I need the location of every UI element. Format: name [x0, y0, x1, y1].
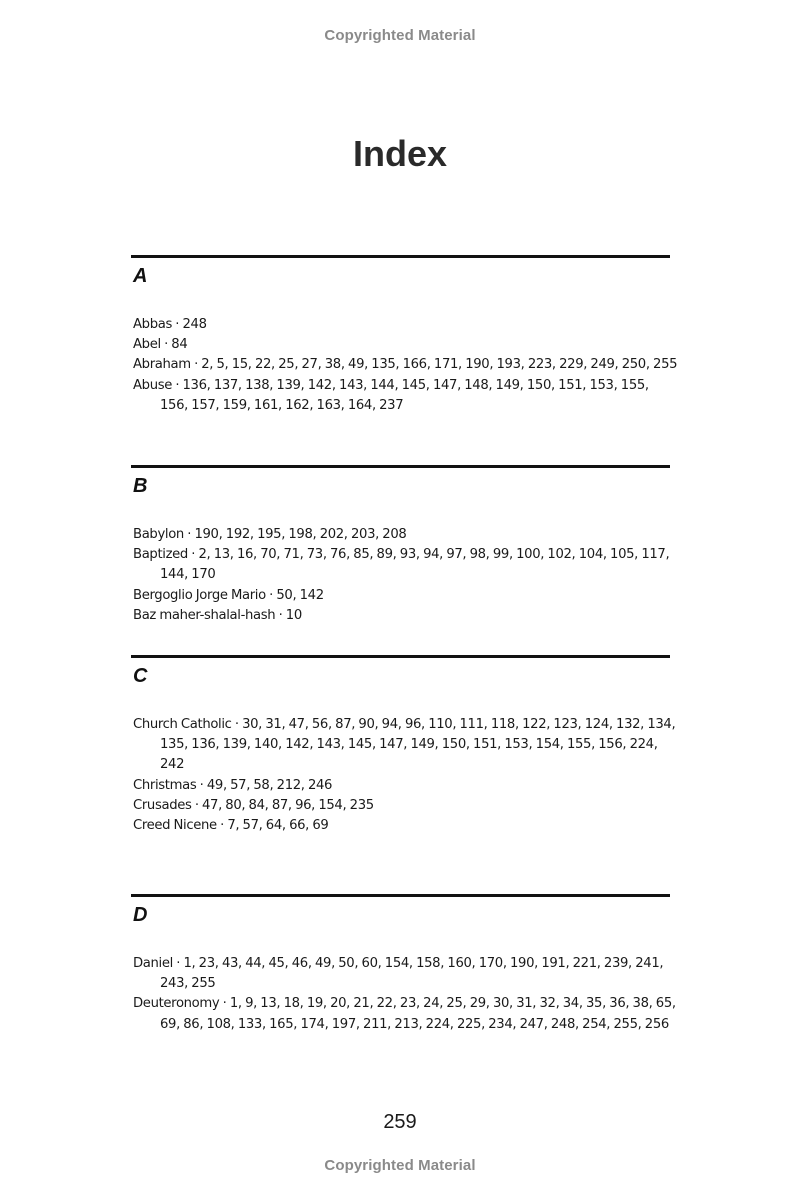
entry-list: [133, 954, 676, 1035]
section-divider: [131, 255, 670, 258]
index-entry: Deuteronomy · 1, 9, 13, 18, 19, 20, 21, 22, 23, 24, 25, 29, 30, 31, 32, 34, 35, 36, 38, 65, 69, 86, 108, 133, 165, 174, 197, 211, 213, 224, 225, 234, 247, 248, 254, 255, 256: [133, 996, 676, 1032]
index-entry: Abraham · 2, 5, 15, 22, 25, 27, 38, 49, 135, 166, 171, 190, 193, 223, 229, 249, 250, 255: [133, 357, 678, 373]
index-entry: Creed Nicene · 7, 57, 64, 66, 69: [133, 818, 329, 834]
entry-list: [133, 715, 676, 836]
index-entry: Abuse · 136, 137, 138, 139, 142, 143, 144, 145, 147, 148, 149, 150, 151, 153, 155, 156, 157, 159, 161, 162, 163, 164, 237: [133, 377, 649, 413]
entry-list: [133, 525, 670, 626]
index-section-d: [131, 894, 676, 1035]
copyright-watermark-top: Copyrighted Material: [324, 27, 476, 44]
index-entry: Babylon · 190, 192, 195, 198, 202, 203, 208: [133, 527, 407, 542]
section-letter: D: [133, 904, 148, 926]
index-entry: Abbas · 248: [133, 317, 207, 332]
section-divider: [131, 465, 670, 468]
index-entry: Abel · 84: [133, 337, 188, 353]
section-letter: A: [133, 265, 148, 287]
index-section-c: [131, 655, 676, 836]
page-title: Index: [352, 133, 448, 174]
index-section-a: [131, 255, 678, 416]
section-divider: [131, 894, 670, 897]
page-number: 259: [383, 1111, 417, 1133]
index-entry: Crusades · 47, 80, 84, 87, 96, 154, 235: [133, 797, 374, 813]
index-entry: Church Catholic · 30, 31, 47, 56, 87, 90, 94, 96, 110, 111, 118, 122, 123, 124, 132, 134, 135, 136, 139, 140, 142, 143, 145, 147, 149, 150, 151, 153, 154, 155, 156, 224, 242: [133, 717, 676, 773]
index-entry: Baptized · 2, 13, 16, 70, 71, 73, 76, 85, 89, 93, 94, 97, 98, 99, 100, 102, 104, 105, 117, 144, 170: [133, 547, 670, 583]
index-entry: Daniel · 1, 23, 43, 44, 45, 46, 49, 50, 60, 154, 158, 160, 170, 190, 191, 221, 239, 241, 243, 255: [133, 956, 664, 992]
index-entry: Christmas · 49, 57, 58, 212, 246: [133, 777, 333, 793]
section-divider: [131, 655, 670, 658]
index-entry: Bergoglio Jorge Mario · 50, 142: [133, 587, 324, 603]
entry-list: [133, 315, 678, 416]
section-letter: B: [133, 475, 148, 497]
index-section-b: [131, 465, 670, 626]
index-entry: Baz maher-shalal-hash · 10: [133, 607, 302, 623]
section-letter: C: [133, 665, 148, 687]
copyright-watermark-bottom: Copyrighted Material: [324, 1157, 476, 1174]
